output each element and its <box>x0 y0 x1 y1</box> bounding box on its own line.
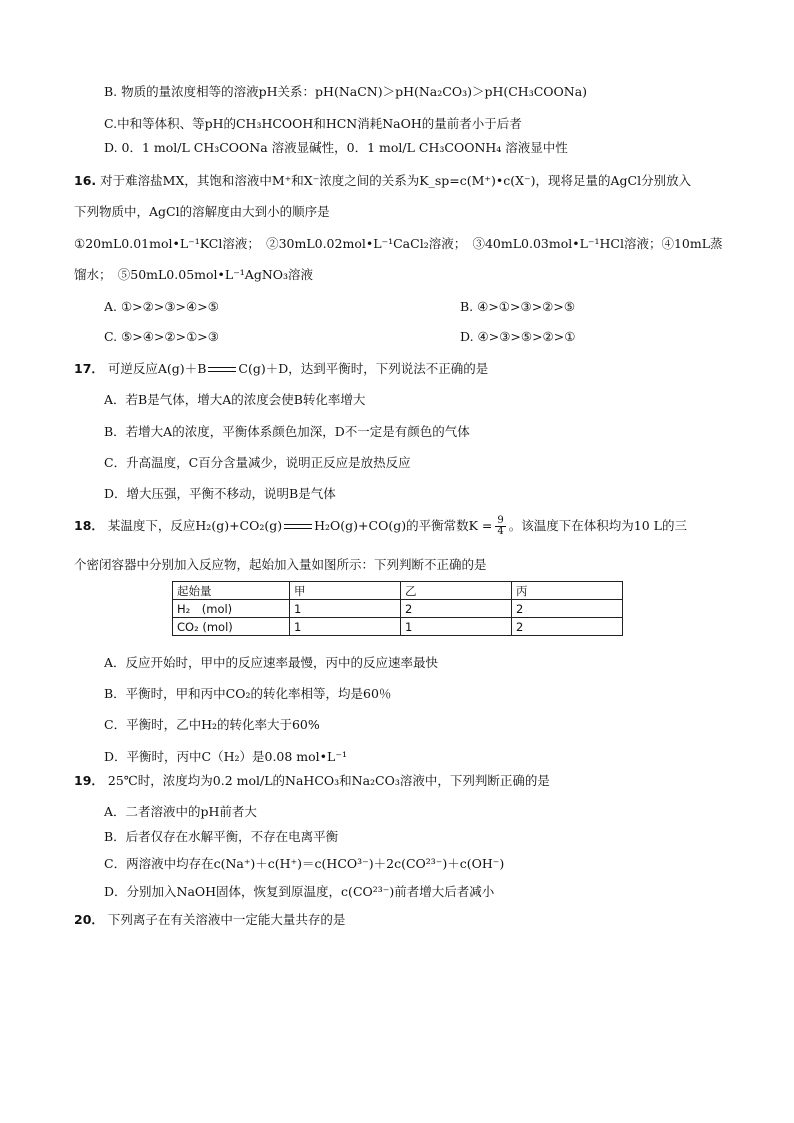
q16-options-row2 <box>104 328 576 346</box>
q16-option-d: D. ④>③>⑤>②>① <box>460 329 576 344</box>
table-cell: 2 <box>512 618 623 636</box>
k-fraction <box>495 516 505 537</box>
q18-stem-line2: 个密闭容器中分别加入反应物，起始加入量如图所示：下列判断不正确的是 <box>74 557 487 572</box>
table-cell: CO₂ (mol) <box>173 618 290 636</box>
q16-stem-line2: 下列物质中，AgCl的溶解度由大到小的顺序是 <box>74 204 330 219</box>
q18-option-a: A．反应开始时，甲中的反应速率最慢，丙中的反应速率最快 <box>104 655 439 670</box>
q16-items-line1: ①20mL0.01mol•L⁻¹KCl溶液； ②30mL0.02mol•L⁻¹CaCl₂溶液； ③40mL0.03mol•L⁻¹HCl溶液；④10mL蒸 <box>74 236 723 251</box>
q19-option-a: A．二者溶液中的pH前者大 <box>104 804 257 819</box>
q16-items-line2: 馏水； ⑤50mL0.05mol•L⁻¹AgNO₃溶液 <box>74 267 314 282</box>
q18-stem-part1: 某温度下，反应H₂(g)+CO₂(g) <box>107 518 283 533</box>
equilibrium-arrow-icon <box>208 367 236 373</box>
q16-stem-line1 <box>74 172 691 190</box>
q18-stem-part2: H₂O(g)+CO(g)的平衡常数K = <box>314 518 493 533</box>
q18-option-d: D．平衡时，丙中C（H₂）是0.08 mol•L⁻¹ <box>104 749 347 764</box>
q20-stem <box>74 911 345 929</box>
equilibrium-arrow-icon <box>284 524 312 530</box>
q15-option-d: D. 0．1 mol/L CH₃COONa 溶液显碱性，0．1 mol/L CH₃COONH₄ 溶液显中性 <box>104 140 568 155</box>
q18-option-c: C．平衡时，乙中H₂的转化率大于60% <box>104 717 320 732</box>
q19-stem-text: 25℃时，浓度均为0.2 mol/L的NaHCO₃和Na₂CO₃溶液中，下列判断正确的是 <box>107 773 550 788</box>
q17-option-b: B．若增大A的浓度，平衡体系颜色加深，D不一定是有颜色的气体 <box>104 424 470 439</box>
q16-options-row1 <box>104 298 576 316</box>
q17-stem-part1: 可逆反应A(g)＋B <box>107 361 207 376</box>
q18-option-b: B．平衡时，甲和丙中CO₂的转化率相等，均是60％ <box>104 686 392 701</box>
table-cell: 1 <box>290 600 401 618</box>
q19-option-b: B．后者仅存在水解平衡，不存在电离平衡 <box>104 829 339 844</box>
question-number: 18． <box>74 518 104 533</box>
q20-stem-text: 下列离子在有关溶液中一定能大量共存的是 <box>107 912 346 927</box>
k-numerator: 9 <box>497 515 504 526</box>
table-cell: 2 <box>401 600 512 618</box>
table-cell: H₂ (mol) <box>173 600 290 618</box>
q17-option-a: A．若B是气体，增大A的浓度会使B转化率增大 <box>104 392 366 407</box>
table-cell: 1 <box>290 618 401 636</box>
table-header-cell: 起始量 <box>173 582 290 600</box>
q17-option-c: C．升高温度，C百分含量减少，说明正反应是放热反应 <box>104 455 411 470</box>
q17-option-d: D．增大压强，平衡不移动，说明B是气体 <box>104 486 336 501</box>
question-number: 19． <box>74 773 104 788</box>
question-number: 17． <box>74 361 104 376</box>
q19-stem <box>74 772 550 790</box>
q16-option-c: C. ⑤>④>②>①>③ <box>104 329 219 344</box>
q17-stem-part2: C(g)＋D，达到平衡时，下列说法不正确的是 <box>238 361 489 376</box>
table-header-cell: 甲 <box>290 582 401 600</box>
question-number: 16. <box>74 173 97 188</box>
table-cell: 1 <box>401 618 512 636</box>
q19-option-d: D．分别加入NaOH固体，恢复到原温度，c(CO²³⁻)前者增大后者减小 <box>104 884 495 899</box>
table-row <box>173 618 623 636</box>
q17-stem <box>74 360 488 378</box>
initial-amount-table <box>172 581 623 636</box>
table-header-row <box>173 582 623 600</box>
q18-stem-part3: 。该温度下在体积均为10 L的三 <box>508 518 687 533</box>
q18-stem-line1 <box>74 516 687 537</box>
k-denominator: 4 <box>497 526 504 537</box>
table-row <box>173 600 623 618</box>
q16-option-b: B. ④>①>③>②>⑤ <box>460 299 576 314</box>
q16-stem-text1: 对于难溶盐MX，其饱和溶液中M⁺和X⁻浓度之间的关系为K_sp=c(M⁺)•c(X⁻)，现将足量的AgCl分别放入 <box>100 173 692 188</box>
q16-option-a: A. ①>②>③>④>⑤ <box>104 299 219 314</box>
table-header-cell: 乙 <box>401 582 512 600</box>
table-cell: 2 <box>512 600 623 618</box>
q19-option-c: C．两溶液中均存在c(Na⁺)＋c(H⁺)＝c(HCO³⁻)＋2c(CO²³⁻)＋c(OH⁻) <box>104 856 505 871</box>
q15-option-b: B. 物质的量浓度相等的溶液pH关系：pH(NaCN)＞pH(Na₂CO₃)＞pH(CH₃COONa) <box>104 84 588 99</box>
q15-option-c: C.中和等体积、等pH的CH₃HCOOH和HCN消耗NaOH的量前者小于后者 <box>104 116 522 131</box>
question-number: 20． <box>74 912 104 927</box>
table-header-cell: 丙 <box>512 582 623 600</box>
